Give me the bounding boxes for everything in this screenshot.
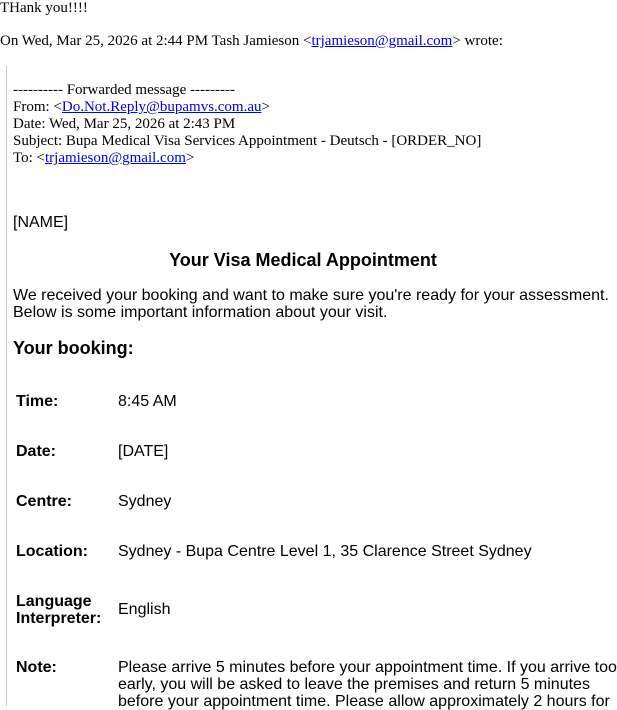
appointment-heading: Your Visa Medical Appointment xyxy=(169,250,437,270)
location-label: Location: xyxy=(16,543,88,560)
to-prefix: To: < xyxy=(13,150,45,166)
interpreter-label-line-2: Interpreter: xyxy=(16,610,102,627)
forwarded-header xyxy=(13,82,613,167)
centre-value: Sydney xyxy=(118,493,172,510)
note-line-1: Please arrive 5 minutes before your appointment time. If you arrive too xyxy=(118,659,617,676)
note-line-3: before your appointment time. Please allow approximately 2 hours for xyxy=(118,693,610,710)
intro-text xyxy=(13,287,609,321)
booking-title: Your booking: xyxy=(13,338,134,358)
to-suffix: > xyxy=(185,150,195,166)
date-value: [DATE] xyxy=(118,443,169,460)
from-email-link[interactable]: Do.Not.Reply@bupamvs.com.au xyxy=(61,99,262,115)
forwarded-separator: ---------- Forwarded message --------- xyxy=(13,82,235,98)
note-value xyxy=(118,659,617,710)
forwarded-to xyxy=(13,150,613,167)
forwarded-subject: Subject: Bupa Medical Visa Services Appointment - Deutsch - [ORDER_NO] xyxy=(13,133,482,149)
quote-attribution xyxy=(0,33,503,50)
note-line-2: early, you will be asked to leave the premises and return 5 minutes xyxy=(118,676,590,693)
sender-email-link[interactable]: trjamieson@gmail.com xyxy=(311,33,453,49)
recipient-name: [NAME] xyxy=(13,214,69,231)
from-prefix: From: < xyxy=(13,99,62,115)
to-email-link[interactable]: trjamieson@gmail.com xyxy=(45,150,186,166)
attribution-prefix: On Wed, Mar 25, 2026 at 2:44 PM Tash Jamieson < xyxy=(0,33,312,49)
forwarded-from xyxy=(13,99,613,116)
forwarded-date: Date: Wed, Mar 25, 2026 at 2:43 PM xyxy=(13,116,236,132)
intro-line-2: Below is some important information about your visit. xyxy=(13,304,388,321)
intro-line-1: We received your booking and want to make sure you're ready for your assessment. xyxy=(13,287,609,304)
time-value: 8:45 AM xyxy=(118,393,177,410)
interpreter-value: English xyxy=(118,601,171,618)
quote-bar xyxy=(6,66,7,706)
date-label: Date: xyxy=(16,443,57,460)
location-value: Sydney - Bupa Centre Level 1, 35 Clarence Street Sydney xyxy=(118,543,532,560)
interpreter-label-line-1: Language xyxy=(16,593,92,610)
attribution-suffix: > wrote: xyxy=(452,33,503,49)
from-suffix: > xyxy=(261,99,270,115)
interpreter-label xyxy=(16,593,101,627)
time-label: Time: xyxy=(16,393,59,410)
centre-label: Centre: xyxy=(16,493,73,510)
note-label: Note: xyxy=(16,659,57,676)
reply-text: THank you!!!! xyxy=(0,0,88,16)
